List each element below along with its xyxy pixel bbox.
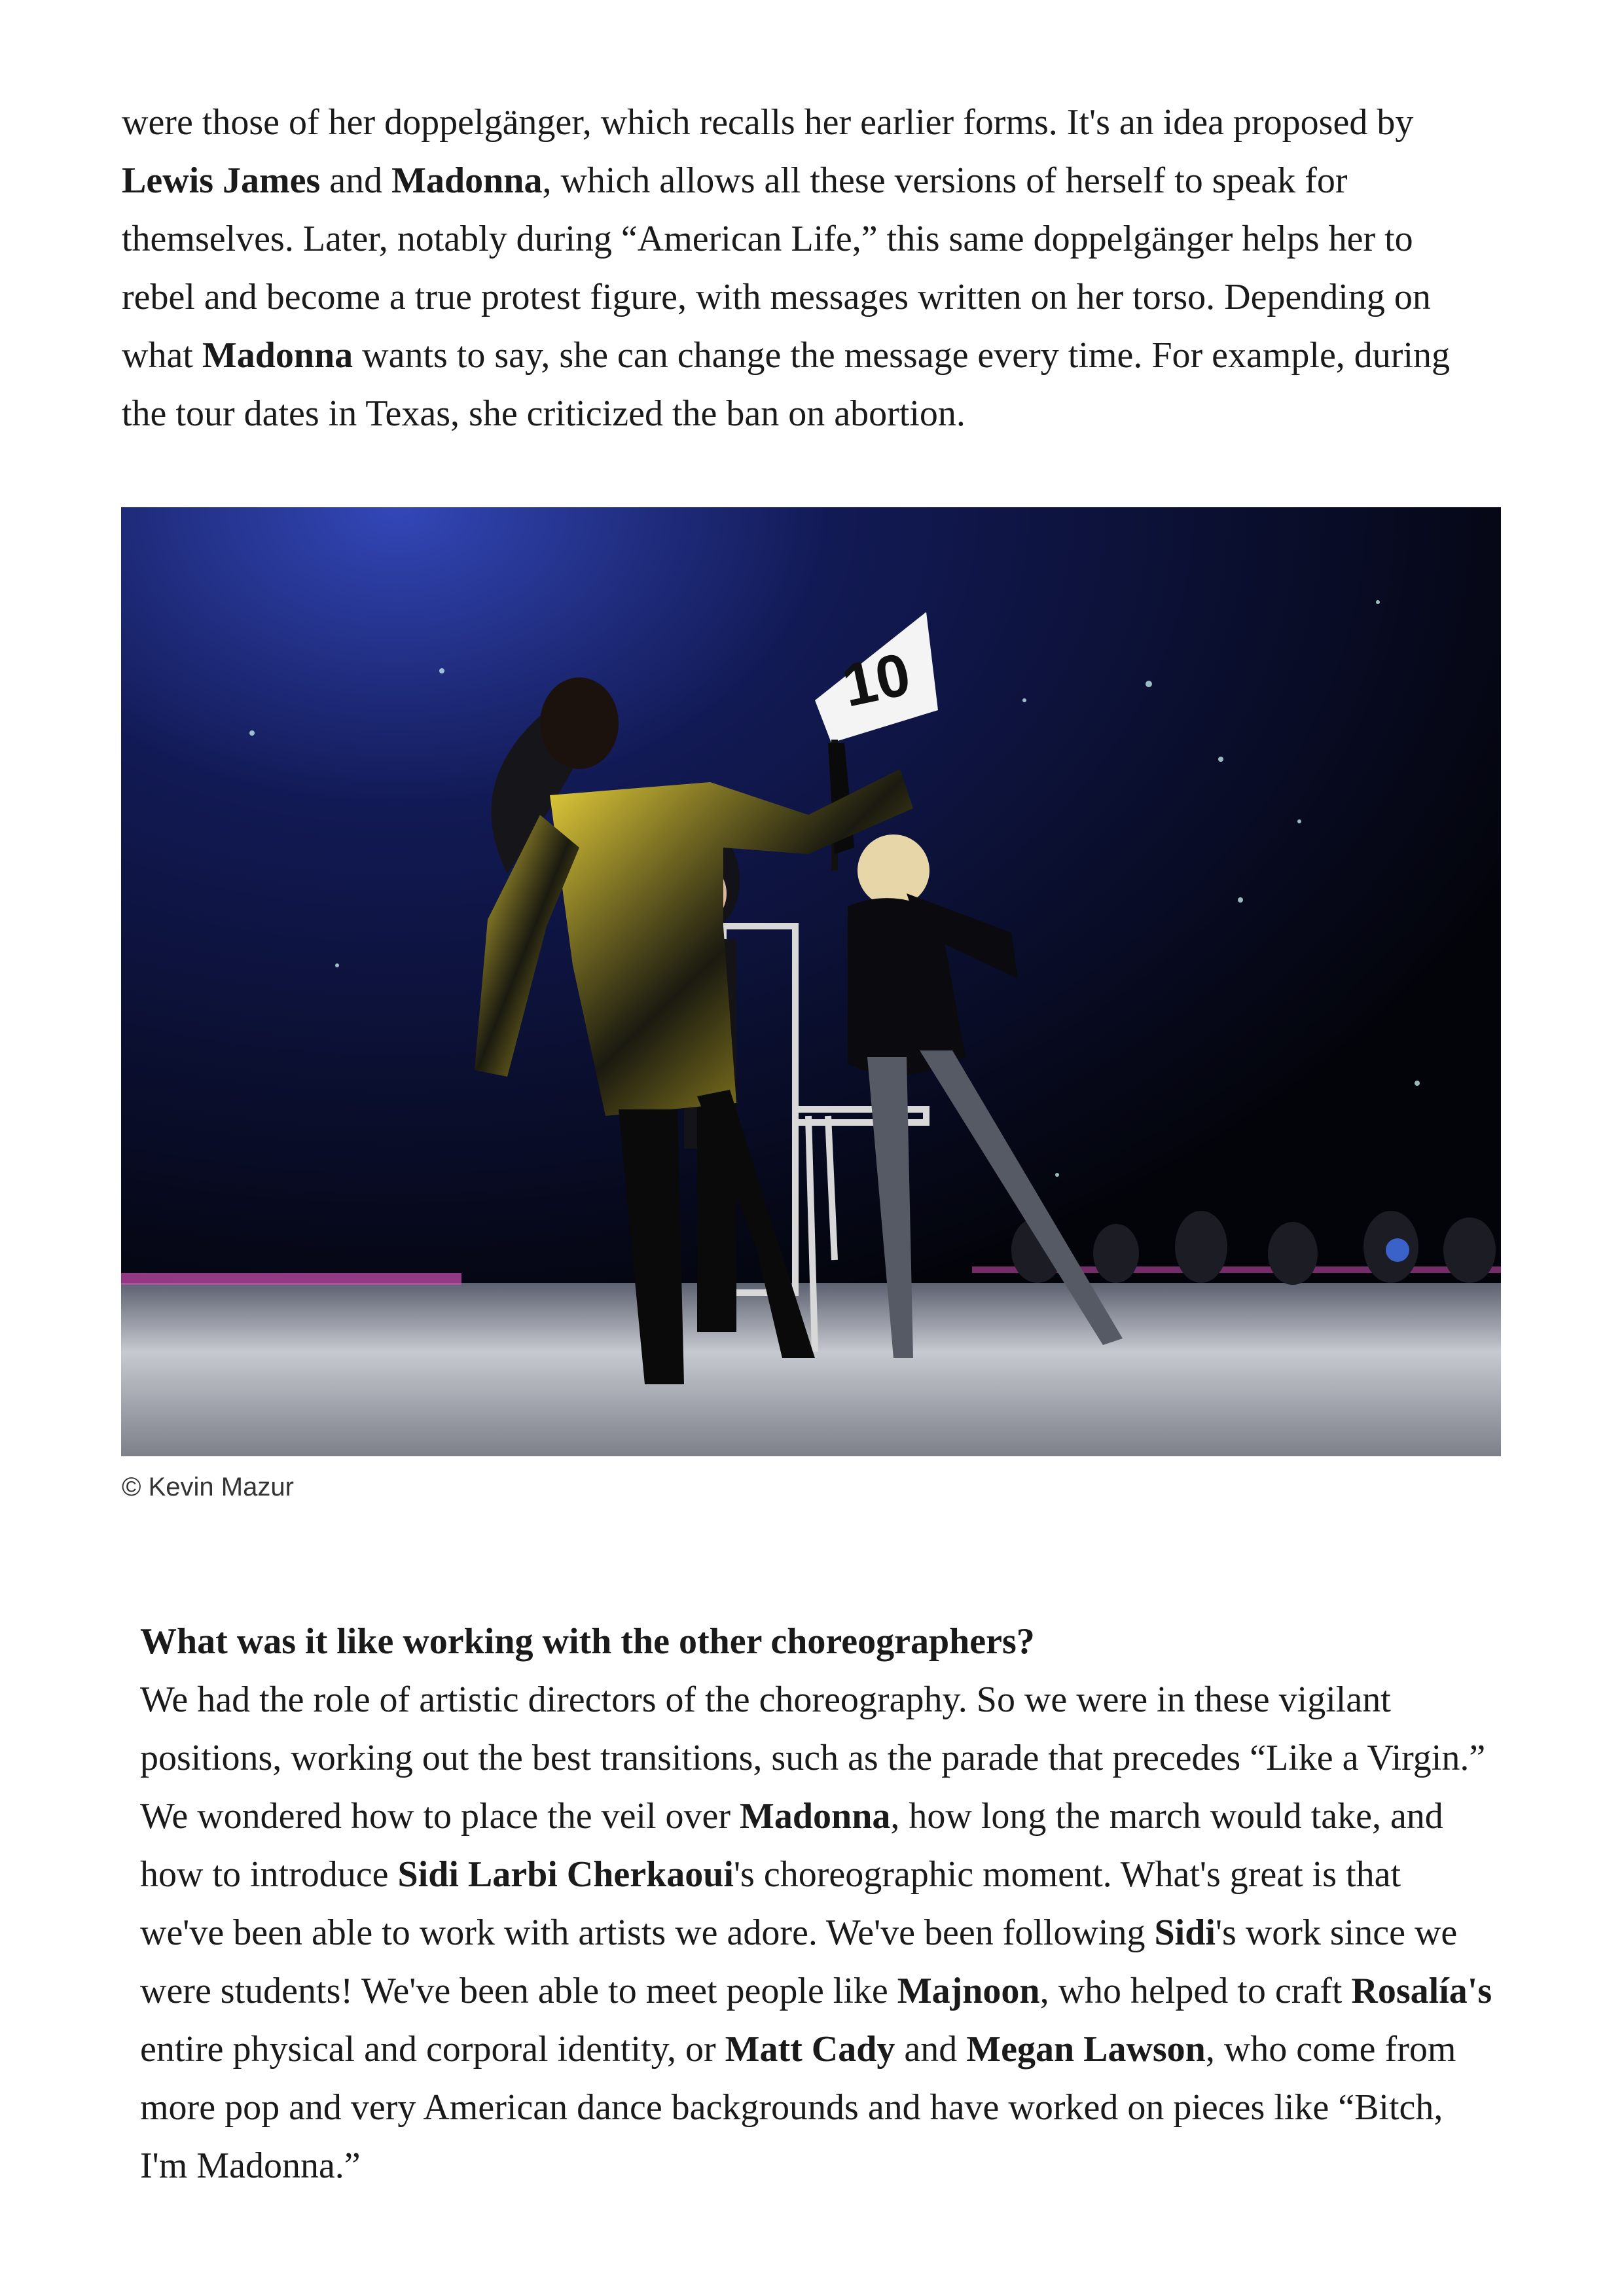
text-run: themselves. Later, notably during “American Life,” this same doppelgänger helps her to xyxy=(122,219,1413,259)
intro-line xyxy=(122,385,1450,443)
interview-line xyxy=(140,2079,1492,2137)
text-run: positions, working out the best transitions, such as the parade that precedes “Like a Virgin.” xyxy=(140,1738,1486,1778)
interview-line xyxy=(140,1787,1492,1846)
bold-name: Lewis James xyxy=(122,160,321,201)
intro-line xyxy=(122,327,1450,385)
text-run: and xyxy=(320,160,392,201)
intro-paragraph xyxy=(122,94,1450,443)
bold-name: What was it like working with the other choreographers? xyxy=(140,1621,1035,1662)
text-run: we've been able to work with artists we adore. We've been following xyxy=(140,1912,1155,1953)
bold-name: Megan Lawson xyxy=(966,2029,1206,2070)
interview-line xyxy=(140,1904,1492,1962)
text-run: were those of her doppelgänger, which recalls her earlier forms. It's an idea proposed by xyxy=(122,102,1414,143)
text-run: and xyxy=(895,2029,967,2070)
text-run: , who come from xyxy=(1205,2029,1456,2070)
bold-name: Madonna xyxy=(391,160,543,201)
bold-name: Majnoon xyxy=(897,1971,1040,2011)
bold-name: Sidi Larbi Cherkaoui xyxy=(397,1854,734,1895)
interview-line xyxy=(140,1846,1492,1904)
intro-line xyxy=(122,268,1450,327)
concert-photo xyxy=(121,507,1501,1456)
text-run: wants to say, she can change the message every time. For example, during xyxy=(353,335,1450,376)
text-run: rebel and become a true protest figure, with messages written on her torso. Depending on xyxy=(122,277,1431,317)
text-run: the tour dates in Texas, she criticized the ban on abortion. xyxy=(122,393,965,434)
text-run: what xyxy=(122,335,202,376)
interview-line xyxy=(140,1962,1492,2020)
text-run: I'm Madonna.” xyxy=(140,2145,361,2186)
text-run: , which allows all these versions of herself to speak for xyxy=(542,160,1348,201)
score-card-number: 10 xyxy=(837,640,916,720)
interview-answer xyxy=(140,1613,1492,2195)
text-run: 's work since we xyxy=(1215,1912,1458,1953)
text-run: 's choreographic moment. What's great is that xyxy=(733,1854,1401,1895)
bold-name: Sidi xyxy=(1154,1912,1216,1953)
text-run: entire physical and corporal identity, or xyxy=(140,2029,725,2070)
bold-name: Matt Cady xyxy=(725,2029,895,2070)
concert-photo-illustration xyxy=(121,507,1501,1456)
interview-line xyxy=(140,1729,1492,1787)
text-run: We had the role of artistic directors of the choreography. So we were in these vigilant xyxy=(140,1679,1391,1720)
bold-name: Madonna xyxy=(740,1796,891,1837)
text-run: , who helped to craft xyxy=(1039,1971,1352,2011)
bold-name: Rosalía's xyxy=(1351,1971,1492,2011)
text-run: , how long the march would take, and xyxy=(890,1796,1443,1837)
bold-name: Madonna xyxy=(202,335,353,376)
intro-line xyxy=(122,152,1450,210)
text-run: were students! We've been able to meet people like xyxy=(140,1971,897,2011)
intro-line xyxy=(122,94,1450,152)
interview-line xyxy=(140,2020,1492,2079)
text-run: We wondered how to place the veil over xyxy=(140,1796,740,1837)
interview-line xyxy=(140,1613,1492,1671)
text-run: how to introduce xyxy=(140,1854,398,1895)
photo-credit: © Kevin Mazur xyxy=(122,1473,294,1501)
interview-line xyxy=(140,1671,1492,1729)
text-run: more pop and very American dance backgrounds and have worked on pieces like “Bitch, xyxy=(140,2087,1443,2128)
interview-line xyxy=(140,2137,1492,2195)
intro-line xyxy=(122,210,1450,268)
